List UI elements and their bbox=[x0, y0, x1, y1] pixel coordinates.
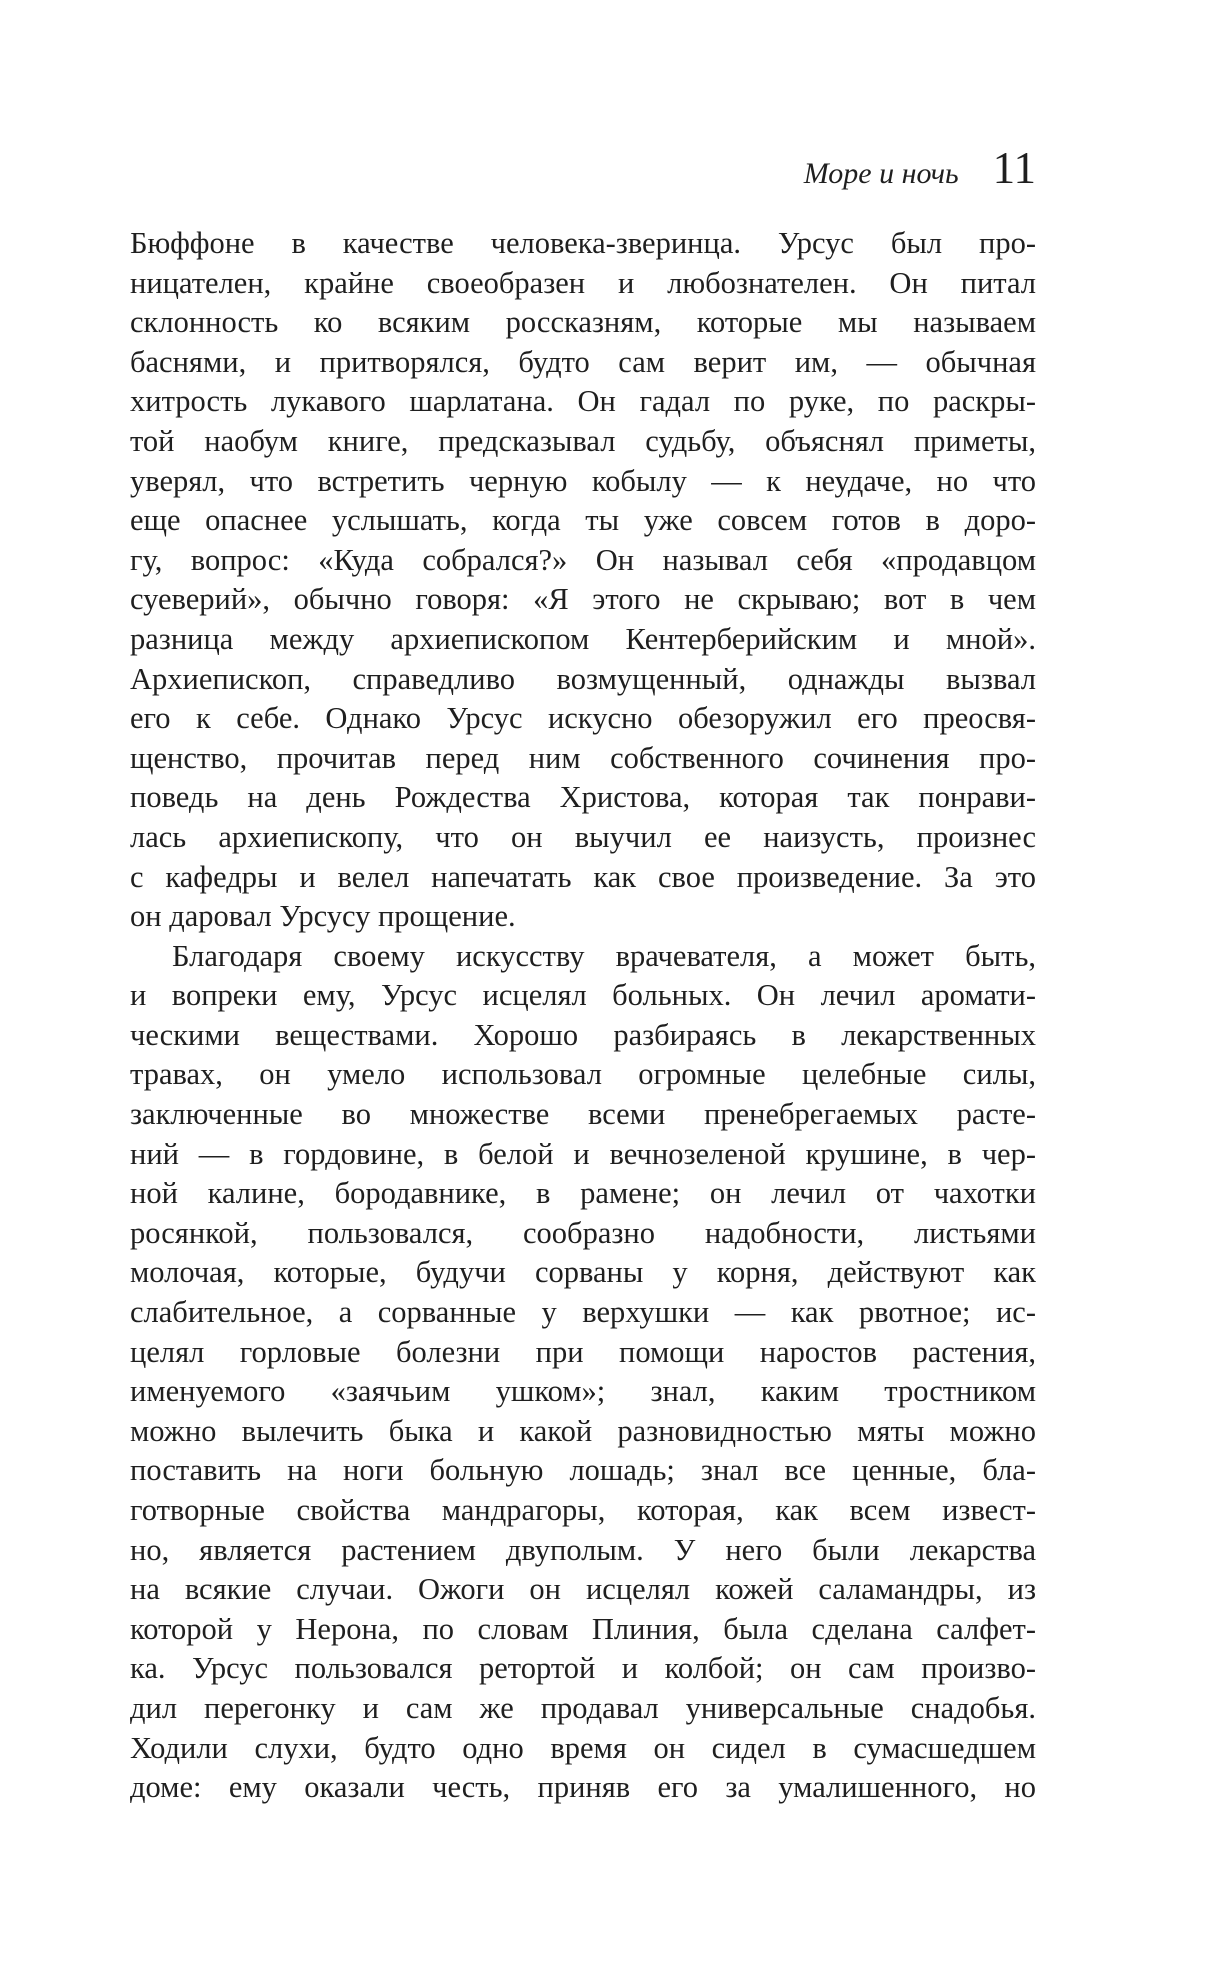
text-line: и вопреки ему, Урсус исцелял больных. Он лечил аромати- bbox=[130, 978, 1036, 1013]
text-line: ний — в гордовине, в белой и вечнозеленой крушине, в чер- bbox=[130, 1136, 1036, 1171]
text-line: Бюффоне в качестве человека-зверинца. Урсус был про- bbox=[130, 226, 1036, 260]
text-line: на всякие случаи. Ожоги он исцелял кожей саламандры, из bbox=[130, 1572, 1036, 1607]
paragraph bbox=[130, 937, 1036, 1808]
text-line: уверял, что встретить черную кобылу — к неудаче, но что bbox=[130, 463, 1036, 498]
text-line: щенство, прочитав перед ним собственного сочинения про- bbox=[130, 740, 1036, 775]
text-line: его к себе. Однако Урсус искусно обезоружил его преосвя- bbox=[130, 701, 1036, 736]
text-line: росянкой, пользовался, сообразно надобности, листьями bbox=[130, 1215, 1036, 1250]
text-line: готворные свойства мандрагоры, которая, как всем извест- bbox=[130, 1493, 1036, 1527]
text-line: Благодаря своему искусству врачевателя, а может быть, bbox=[172, 938, 1036, 973]
text-line: ной калине, бородавнике, в рамене; он лечил от чахотки bbox=[130, 1176, 1036, 1211]
text-line: ческими веществами. Хорошо разбираясь в лекарственных bbox=[130, 1017, 1036, 1052]
text-line: слабительное, а сорванные у верхушки — как рвотное; ис- bbox=[130, 1295, 1036, 1330]
text-line: склонность ко всяким россказням, которые мы называем bbox=[130, 305, 1036, 340]
text-line: молочая, которые, будучи сорваны у корня, действуют как bbox=[130, 1255, 1036, 1290]
text-line: но, является растением двуполым. У него были лекарства bbox=[130, 1532, 1036, 1567]
text-line: суеверий», обычно говоря: «Я этого не скрываю; вот в чем bbox=[130, 582, 1036, 617]
text-line: целял горловые болезни при помощи наростов растения, bbox=[130, 1334, 1036, 1369]
text-line: можно вылечить быка и какой разновидностью мяты можно bbox=[130, 1413, 1036, 1448]
text-line: дил перегонку и сам же продавал универсальные снадобья. bbox=[130, 1690, 1036, 1725]
text-line: еще опаснее услышать, когда ты уже совсем готов в доро- bbox=[130, 503, 1036, 538]
page-number: 11 bbox=[992, 143, 1036, 193]
text-line: доме: ему оказали честь, приняв его за умалишенного, но bbox=[130, 1770, 1036, 1805]
text-line: поставить на ноги больную лошадь; знал все ценные, бла- bbox=[130, 1453, 1036, 1488]
text-line: ницателен, крайне своеобразен и любознателен. Он питал bbox=[130, 265, 1036, 300]
text-line: ка. Урсус пользовался ретортой и колбой; он сам произво- bbox=[130, 1651, 1036, 1686]
text-line: поведь на день Рождества Христова, которая так понрави- bbox=[130, 780, 1036, 815]
text-line: Архиепископ, справедливо возмущенный, однажды вызвал bbox=[130, 661, 1036, 696]
running-head bbox=[130, 142, 1036, 202]
body-text bbox=[130, 224, 1036, 1808]
text-line: с кафедры и велел напечатать как свое произведение. За это bbox=[130, 859, 1036, 894]
text-line: той наобум книге, предсказывал судьбу, объяснял приметы, bbox=[130, 423, 1036, 458]
paragraph bbox=[130, 224, 1036, 937]
text-line: травах, он умело использовал огромные целебные силы, bbox=[130, 1057, 1036, 1092]
text-line: гу, вопрос: «Куда собрался?» Он называл себя «продавцом bbox=[130, 542, 1036, 577]
text-line: он даровал Урсусу прощение. bbox=[130, 899, 516, 934]
running-title: Море и ночь bbox=[803, 157, 959, 190]
text-line: заключенные во множестве всеми пренебрегаемых расте- bbox=[130, 1097, 1036, 1132]
text-line: именуемого «заячьим ушком»; знал, каким тростником bbox=[130, 1374, 1036, 1409]
text-line: хитрость лукавого шарлатана. Он гадал по руке, по раскры- bbox=[130, 384, 1036, 419]
text-line: лась архиепископу, что он выучил ее наизусть, произнес bbox=[130, 819, 1036, 854]
text-line: Ходили слухи, будто одно время он сидел в сумасшедшем bbox=[130, 1730, 1036, 1765]
text-line: разница между архиепископом Кентерберийским и мной». bbox=[130, 621, 1036, 656]
text-line: баснями, и притворялся, будто сам верит им, — обычная bbox=[130, 344, 1036, 379]
text-line: которой у Нерона, по словам Плиния, была сделана салфет- bbox=[130, 1611, 1036, 1646]
